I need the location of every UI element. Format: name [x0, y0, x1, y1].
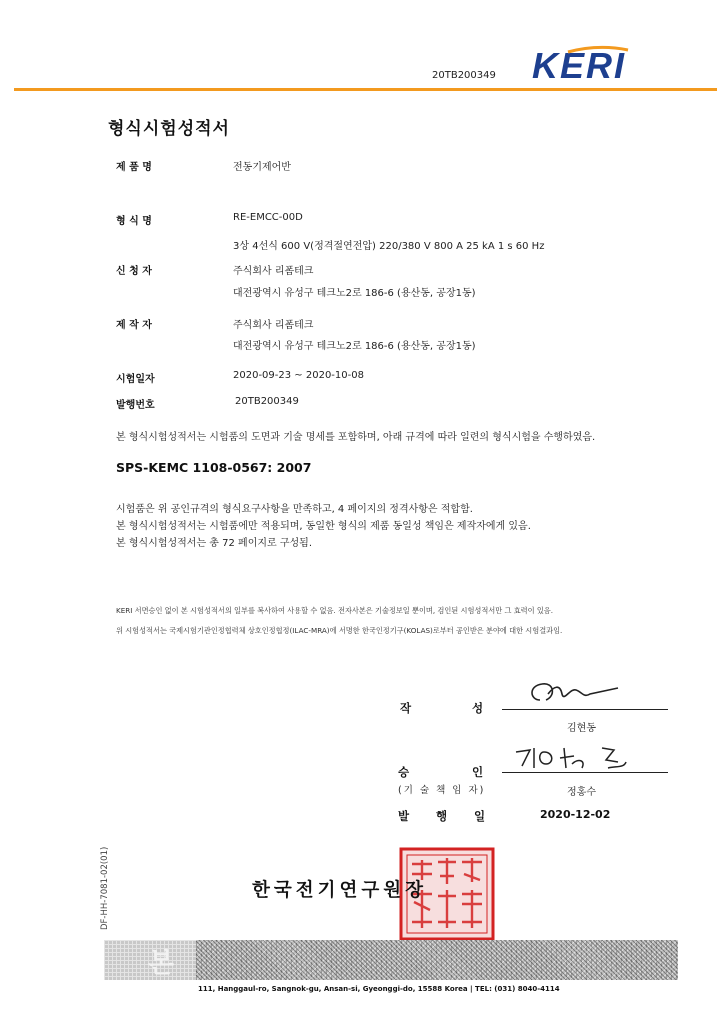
- result-line: 본 형식시험성적서는 총 72 페이지로 구성됨.: [116, 538, 313, 549]
- issue-number-value: 20TB200349: [235, 396, 299, 407]
- model-label: 형 식 명: [116, 216, 152, 227]
- test-date-label: 시험일자: [116, 374, 155, 385]
- issue-date-value: 2020-12-02: [540, 808, 611, 821]
- issue-date-label-2: 행: [436, 809, 448, 823]
- model-value: RE-EMCC-00D: [233, 212, 303, 223]
- approver-label-right: 인: [472, 765, 484, 779]
- author-signature-icon: [520, 676, 630, 710]
- test-date-value: 2020-09-23 ~ 2020-10-08: [233, 370, 364, 381]
- result-line: 시험품은 위 공인규격의 형식요구사항을 만족하고, 4 페이지의 정격사항은 적합함.: [116, 504, 473, 515]
- keri-logo-text: KERI: [532, 45, 627, 86]
- manufacturer-name: 주식회사 리폼테크: [233, 320, 314, 331]
- security-pattern: [196, 940, 678, 980]
- approver-signature-icon: [508, 738, 658, 776]
- watermark-char: 본: [148, 948, 175, 979]
- approver-label-left: 승: [398, 765, 410, 779]
- author-label-right: 성: [472, 701, 484, 715]
- applicant-label: 신 청 자: [116, 266, 152, 277]
- manufacturer-label: 제 작 자: [116, 320, 152, 331]
- result-line: 본 형식시험성적서는 시험품에만 적용되며, 동일한 형식의 제품 동일성 책임은 제작자에게 있음.: [116, 521, 531, 532]
- intro-sentence: 본 형식시험성적서는 시험품의 도면과 기술 명세를 포함하며, 아래 규격에 따라 일련의 형식시험을 수행하였음.: [116, 432, 596, 443]
- header-rule: [14, 88, 717, 91]
- footer-address: 111, Hanggaul-ro, Sangnok-gu, Ansan-si, Gyeonggi-do, 15588 Korea | TEL: (031) 8040-4114: [198, 985, 560, 993]
- standard-code: SPS-KEMC 1108-0567: 2007: [116, 460, 312, 475]
- page-title: 형식시험성적서: [108, 119, 230, 139]
- manufacturer-address: 대전광역시 유성구 테크노2로 186-6 (용산동, 공장1동): [233, 341, 476, 352]
- model-rating: 3상 4선식 600 V(정격절연전압) 220/380 V 800 A 25 kA 1 s 60 Hz: [233, 241, 545, 252]
- issue-date-label-1: 발: [398, 809, 410, 823]
- issue-date-label-3: 일: [474, 809, 486, 823]
- approver-signature-line: [502, 772, 668, 773]
- issue-number-label: 발행번호: [116, 400, 155, 411]
- product-label: 제 품 명: [116, 162, 152, 173]
- form-code: DF-HH-7081-02(01): [100, 846, 110, 930]
- approver-sub-label: (기 술 책 임 자): [398, 785, 486, 796]
- applicant-address: 대전광역시 유성구 테크노2로 186-6 (용산동, 공장1동): [233, 288, 476, 299]
- doc-number: 20TB200349: [432, 70, 496, 81]
- applicant-name: 주식회사 리폼테크: [233, 266, 314, 277]
- note-line: KERI 서면승인 없이 본 시험성적서의 일부를 복사하여 사용할 수 없음. 전자사본은 기술정보일 뿐이며, 검인된 시험성적서만 그 효력이 있음.: [116, 606, 553, 615]
- product-value: 전동기제어반: [233, 162, 291, 173]
- author-signature-line: [502, 709, 668, 710]
- note-line: 위 시험성적서는 국제시험기관인정협력체 상호인정협정(ILAC-MRA)에 서명한 한국인정기구(KOLAS)로부터 공인받은 분야에 대한 시험결과임.: [116, 626, 563, 635]
- president-title: 한국전기연구원장: [252, 880, 427, 901]
- keri-logo: [528, 42, 660, 90]
- author-label-left: 작: [400, 701, 412, 715]
- approver-name: 정홍수: [567, 787, 596, 798]
- author-name: 김현동: [567, 723, 596, 734]
